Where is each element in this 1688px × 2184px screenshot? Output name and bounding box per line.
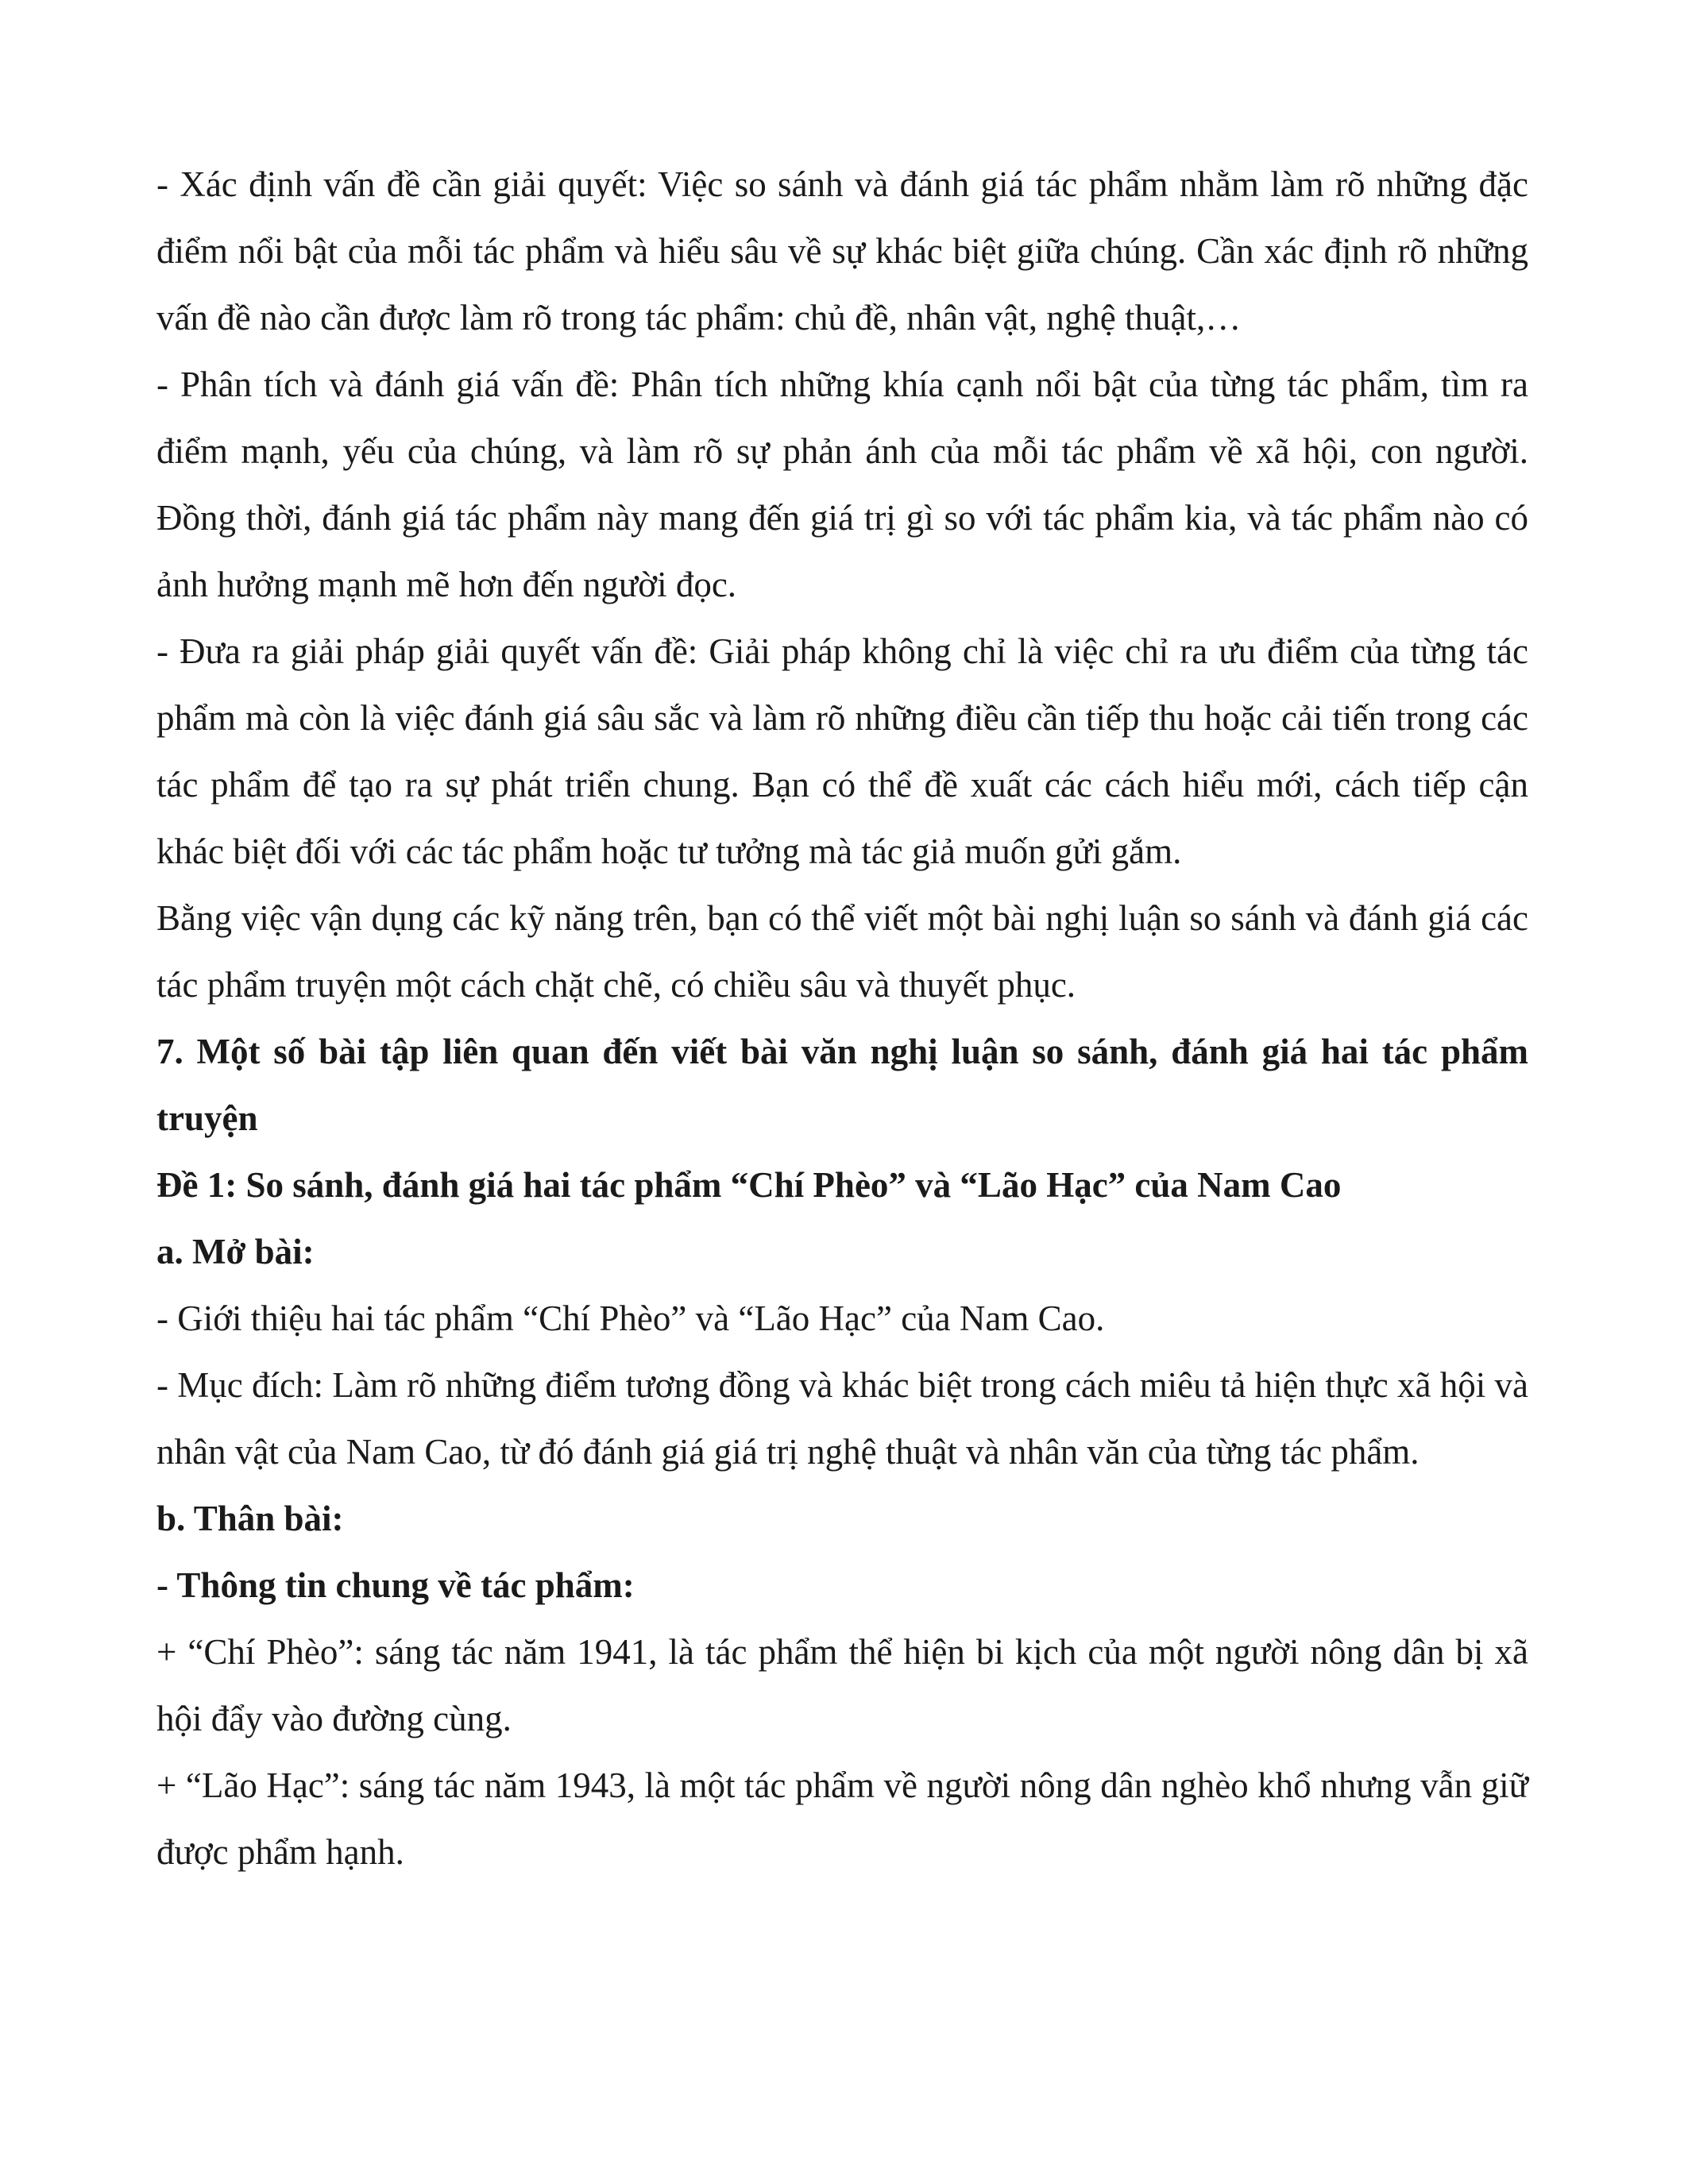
- subheading-body: b. Thân bài:: [156, 1499, 344, 1538]
- paragraph-analyze-problem: - Phân tích và đánh giá vấn đề: Phân tích những khía cạnh nổi bật của từng tác phẩm, tìm ra điểm mạnh, yếu của chúng, và làm rõ sự phản ánh của mỗi tác phẩm về xã hội, con người. Đồng thời, đánh giá tác phẩm này mang đến giá trị gì so với tác phẩm kia, và tác phẩm nào có ảnh hưởng mạnh mẽ hơn đến người đọc.: [156, 365, 1528, 604]
- paragraph-chi-pheo: + “Chí Phèo”: sáng tác năm 1941, là tác phẩm thể hiện bi kịch của một người nông dân bị xã hội đẩy vào đường cùng.: [156, 1632, 1528, 1738]
- exercise-title: Đề 1: So sánh, đánh giá hai tác phẩm “Chí Phèo” và “Lão Hạc” của Nam Cao: [156, 1165, 1342, 1205]
- section-heading-exercises: 7. Một số bài tập liên quan đến viết bài văn nghị luận so sánh, đánh giá hai tác phẩm truyện: [156, 1032, 1528, 1138]
- subheading-introduction: a. Mở bài:: [156, 1232, 315, 1271]
- paragraph-solution: - Đưa ra giải pháp giải quyết vấn đề: Giải pháp không chỉ là việc chỉ ra ưu điểm của từng tác phẩm mà còn là việc đánh giá sâu sắc và làm rõ những điều cần tiếp thu hoặc cải tiến trong các tác phẩm để tạo ra sự phát triển chung. Bạn có thể đề xuất các cách hiểu mới, cách tiếp cận khác biệt đối với các tác phẩm hoặc tư tưởng mà tác giả muốn gửi gắm.: [156, 631, 1528, 871]
- paragraph-lao-hac: + “Lão Hạc”: sáng tác năm 1943, là một tác phẩm về người nông dân nghèo khổ nhưng vẫn giữ được phẩm hạnh.: [156, 1765, 1528, 1872]
- paragraph-intro-works: - Giới thiệu hai tác phẩm “Chí Phèo” và “Lão Hạc” của Nam Cao.: [156, 1298, 1105, 1338]
- paragraph-purpose: - Mục đích: Làm rõ những điểm tương đồng và khác biệt trong cách miêu tả hiện thực xã hội và nhân vật của Nam Cao, từ đó đánh giá giá trị nghệ thuật và nhân văn của từng tác phẩm.: [156, 1365, 1528, 1472]
- paragraph-identify-problem: - Xác định vấn đề cần giải quyết: Việc so sánh và đánh giá tác phẩm nhằm làm rõ những đặc điểm nổi bật của mỗi tác phẩm và hiểu sâu về sự khác biệt giữa chúng. Cần xác định rõ những vấn đề nào cần được làm rõ trong tác phẩm: chủ đề, nhân vật, nghệ thuật,…: [156, 164, 1528, 338]
- document-page: [156, 151, 1528, 1885]
- paragraph-conclusion: Bằng việc vận dụng các kỹ năng trên, bạn có thể viết một bài nghị luận so sánh và đánh giá các tác phẩm truyện một cách chặt chẽ, có chiều sâu và thuyết phục.: [156, 898, 1528, 1005]
- subheading-general-info: - Thông tin chung về tác phẩm:: [156, 1565, 635, 1605]
